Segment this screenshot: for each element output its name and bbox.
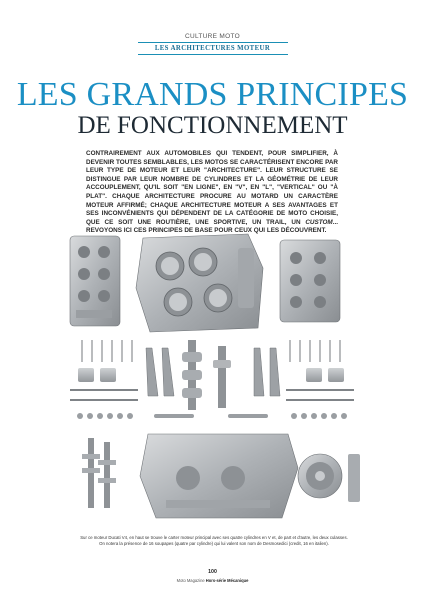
connecting-rods — [146, 348, 280, 396]
crankshaft — [182, 340, 231, 410]
footer-issue: Hors-série Mécanique — [205, 578, 249, 583]
article-intro — [86, 150, 338, 236]
valve-row-left — [82, 340, 132, 362]
lower-crankcase — [140, 434, 298, 518]
intro-italic-word: CUSTOM — [305, 218, 333, 226]
right-cylinder-head — [280, 240, 340, 322]
subsection-label: LES ARCHITECTURES MOTEUR — [154, 45, 271, 52]
footer-magazine: Moto Magazine — [176, 578, 205, 583]
engine-parts-photo — [58, 228, 368, 528]
central-crankcase — [136, 234, 263, 332]
small-parts — [77, 413, 347, 419]
page-footer — [0, 578, 425, 583]
section-label: CULTURE MOTO — [185, 33, 240, 40]
clutch-assembly — [298, 454, 360, 502]
left-cylinder-head — [70, 236, 120, 326]
caption-line-2: On notera la présence de 16 soupapes (quatre par cylindre) qui lui valent son nom de Desmosedici (credit, 16 en italien). — [99, 541, 329, 547]
rubric-divider-bottom — [138, 54, 288, 55]
camshafts — [70, 390, 354, 400]
photo-caption — [80, 535, 348, 547]
gearbox-shafts — [82, 438, 116, 508]
valve-row-right — [290, 340, 340, 362]
intro-text: CONTRAIREMENT AUX AUTOMOBILES QUI TENDENT, POUR SIMPLIFIER, À DEVENIR TOUTES SEMBLABLES, LES MOTOS SE CARACTÉRISENT ENCORE PAR LEUR TYPE DE MOTEUR ET LEUR "ARCHITECTURE". LEUR STRUCTURE SE DISTINGUE PAR LEUR NOMBRE DE CYLINDRES ET LA GÉOMÉTRIE DE LEUR ACCOUPLEMENT, QU'IL SOIT "EN LIGNE", EN "V", EN "L", "VERTICAL" OU "À PLAT". CHAQUE ARCHITECTURE PROCURE AU MOTARD UN CARACTÈRE MOTEUR AFFIRMÉ; CHAQUE ARCHITECTURE MOTEUR A SES AVANTAGES ET SES INCONVÉNIENTS QUI DÉPENDENT DE LA CATÉGORIE DE MOTO CHOISIE, QUE CE SOIT UNE ROUTIÈRE, UNE SPORTIVE, UN TRAIL, UN — [86, 150, 338, 226]
pistons — [78, 368, 344, 382]
page-number: 100 — [208, 569, 217, 575]
caption-line-1: Sur ce moteur Ducati V4, en haut se trouve le carter moteur principal avec ses quatre cylindres en V et, de part et d'autre, les deux culasses. — [80, 535, 348, 540]
section-rubric — [0, 33, 425, 55]
article-title: LES GRANDS PRINCIPES — [16, 76, 409, 113]
rubric-divider — [138, 42, 288, 43]
article-subtitle: DE FONCTIONNEMENT — [77, 112, 348, 139]
intro-text-end: ... REVOYONS ICI CES PRINCIPES DE BASE POUR CEUX QUI LES DÉCOUVRENT. — [86, 218, 338, 235]
